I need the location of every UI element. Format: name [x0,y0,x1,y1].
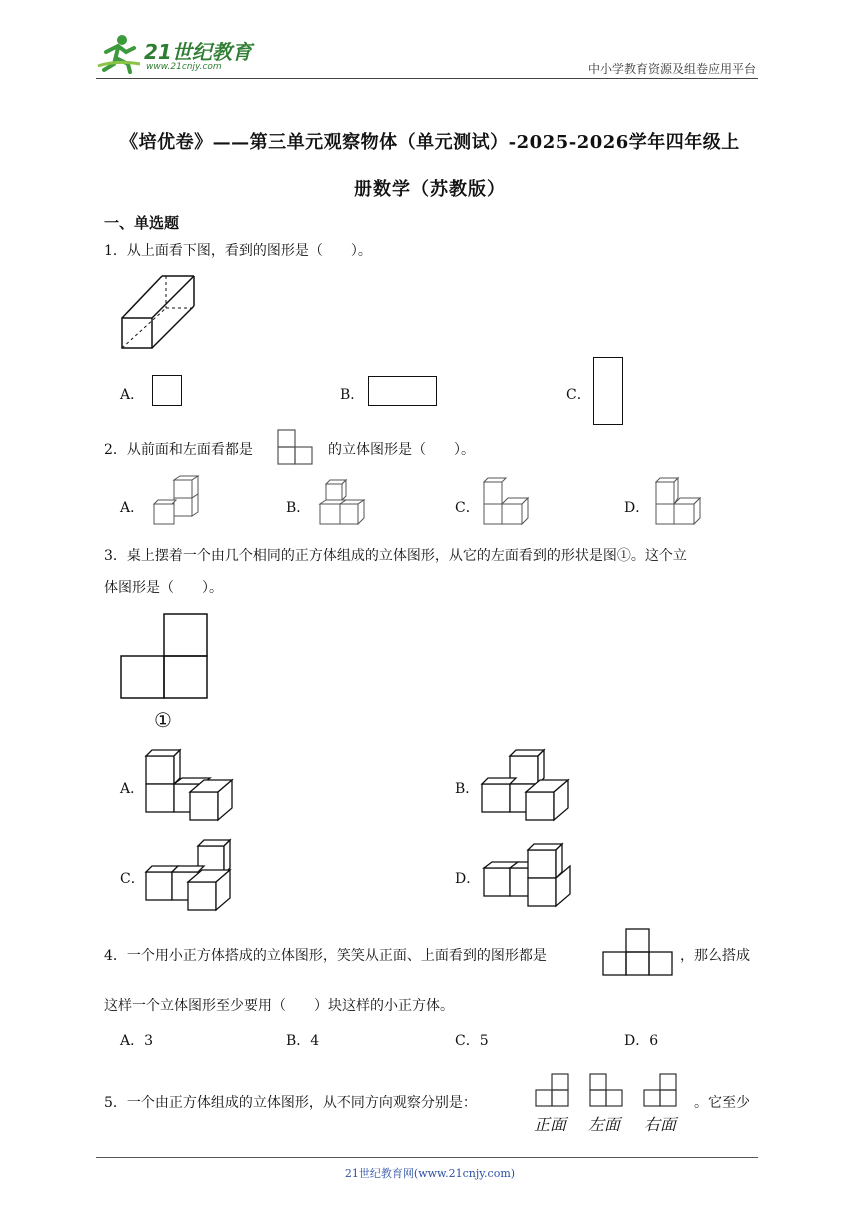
q2-option-c-cubes [482,476,532,526]
q3-option-c[interactable]: C． [120,871,145,887]
q2-view-figure [276,428,314,466]
q5-view-label-front: 正面 [534,1115,567,1134]
header-platform-text: 中小学教育资源及组卷应用平台 [587,62,756,76]
q1-stem: 1．从上面看下图，看到的图形是（ ）。 [104,243,372,259]
q2-option-d-cubes [654,476,704,526]
q4-view-figure [602,928,674,976]
q4-stem-line2: 这样一个立体图形至少要用（ ）块这样的小正方体。 [104,998,454,1014]
logo [96,30,266,76]
q2-option-a[interactable]: A． [120,500,145,516]
section-heading: 一、单选题 [104,214,180,232]
q3-option-d[interactable]: D． [455,871,481,887]
q3-stem-line2: 体图形是（ ）。 [104,580,223,596]
q3-stem-line1: 3．桌上摆着一个由几个相同的正方体组成的立体图形，从它的左面看到的形状是图①。这个立 [104,548,687,564]
q3-option-b[interactable]: B． [455,781,480,797]
logo-text: 21世纪教育 [144,40,252,64]
q3-figure-label: ① [154,708,172,732]
q3-option-a-cubes [144,746,240,824]
q1-option-c-rectangle [593,357,623,425]
q2-option-c[interactable]: C． [455,500,480,516]
header-divider [96,78,758,79]
footer-text: 21世纪教育网(www.21cnjy.com) [344,1167,516,1180]
q5-stem-before: 5．一个由正方体组成的立体图形，从不同方向观察分别是： [104,1095,477,1111]
q3-option-b-cubes [480,746,576,824]
q3-option-c-cubes [144,838,240,914]
q2-option-b[interactable]: B． [286,500,311,516]
q1-option-b[interactable]: B． [340,387,365,403]
q5-views-figure [534,1072,682,1108]
q1-option-c[interactable]: C． [566,387,591,403]
q5-view-label-left: 左面 [588,1115,621,1134]
q5-view-label-right: 右面 [644,1115,677,1134]
q3-option-a[interactable]: A． [120,781,145,797]
page-title-line2: 册数学（苏教版） [354,179,506,200]
footer-divider [96,1157,758,1158]
q1-option-a[interactable]: A． [120,387,145,403]
logo-url: www.21cnjy.com [146,62,222,72]
q4-option-c[interactable]: C．5 [455,1033,489,1049]
q3-left-view-figure [120,613,210,699]
q2-stem-after: 的立体图形是（ ）。 [328,442,475,458]
q4-option-a[interactable]: A．3 [120,1033,154,1049]
q4-stem-line1-before: 4．一个用小正方体搭成的立体图形，笑笑从正面、上面看到的图形都是 [104,948,547,964]
q3-option-d-cubes [482,838,578,914]
q1-option-a-square [152,375,182,406]
q4-stem-line1-after: ，那么搭成 [680,948,750,964]
q1-cuboid-figure [118,272,200,354]
q2-stem-before: 2．从前面和左面看都是 [104,442,253,458]
q5-stem-after: 。它至少 [694,1095,750,1111]
q2-option-b-cubes [318,476,368,526]
q4-option-d[interactable]: D．6 [624,1033,659,1049]
page-title-line1: 《培优卷》——第三单元观察物体（单元测试）-2025-2026学年四年级上 [120,132,740,153]
q2-option-d[interactable]: D． [624,500,650,516]
q2-option-a-cubes [152,476,202,526]
q1-option-b-rectangle [368,376,437,406]
q4-option-b[interactable]: B．4 [286,1033,320,1049]
